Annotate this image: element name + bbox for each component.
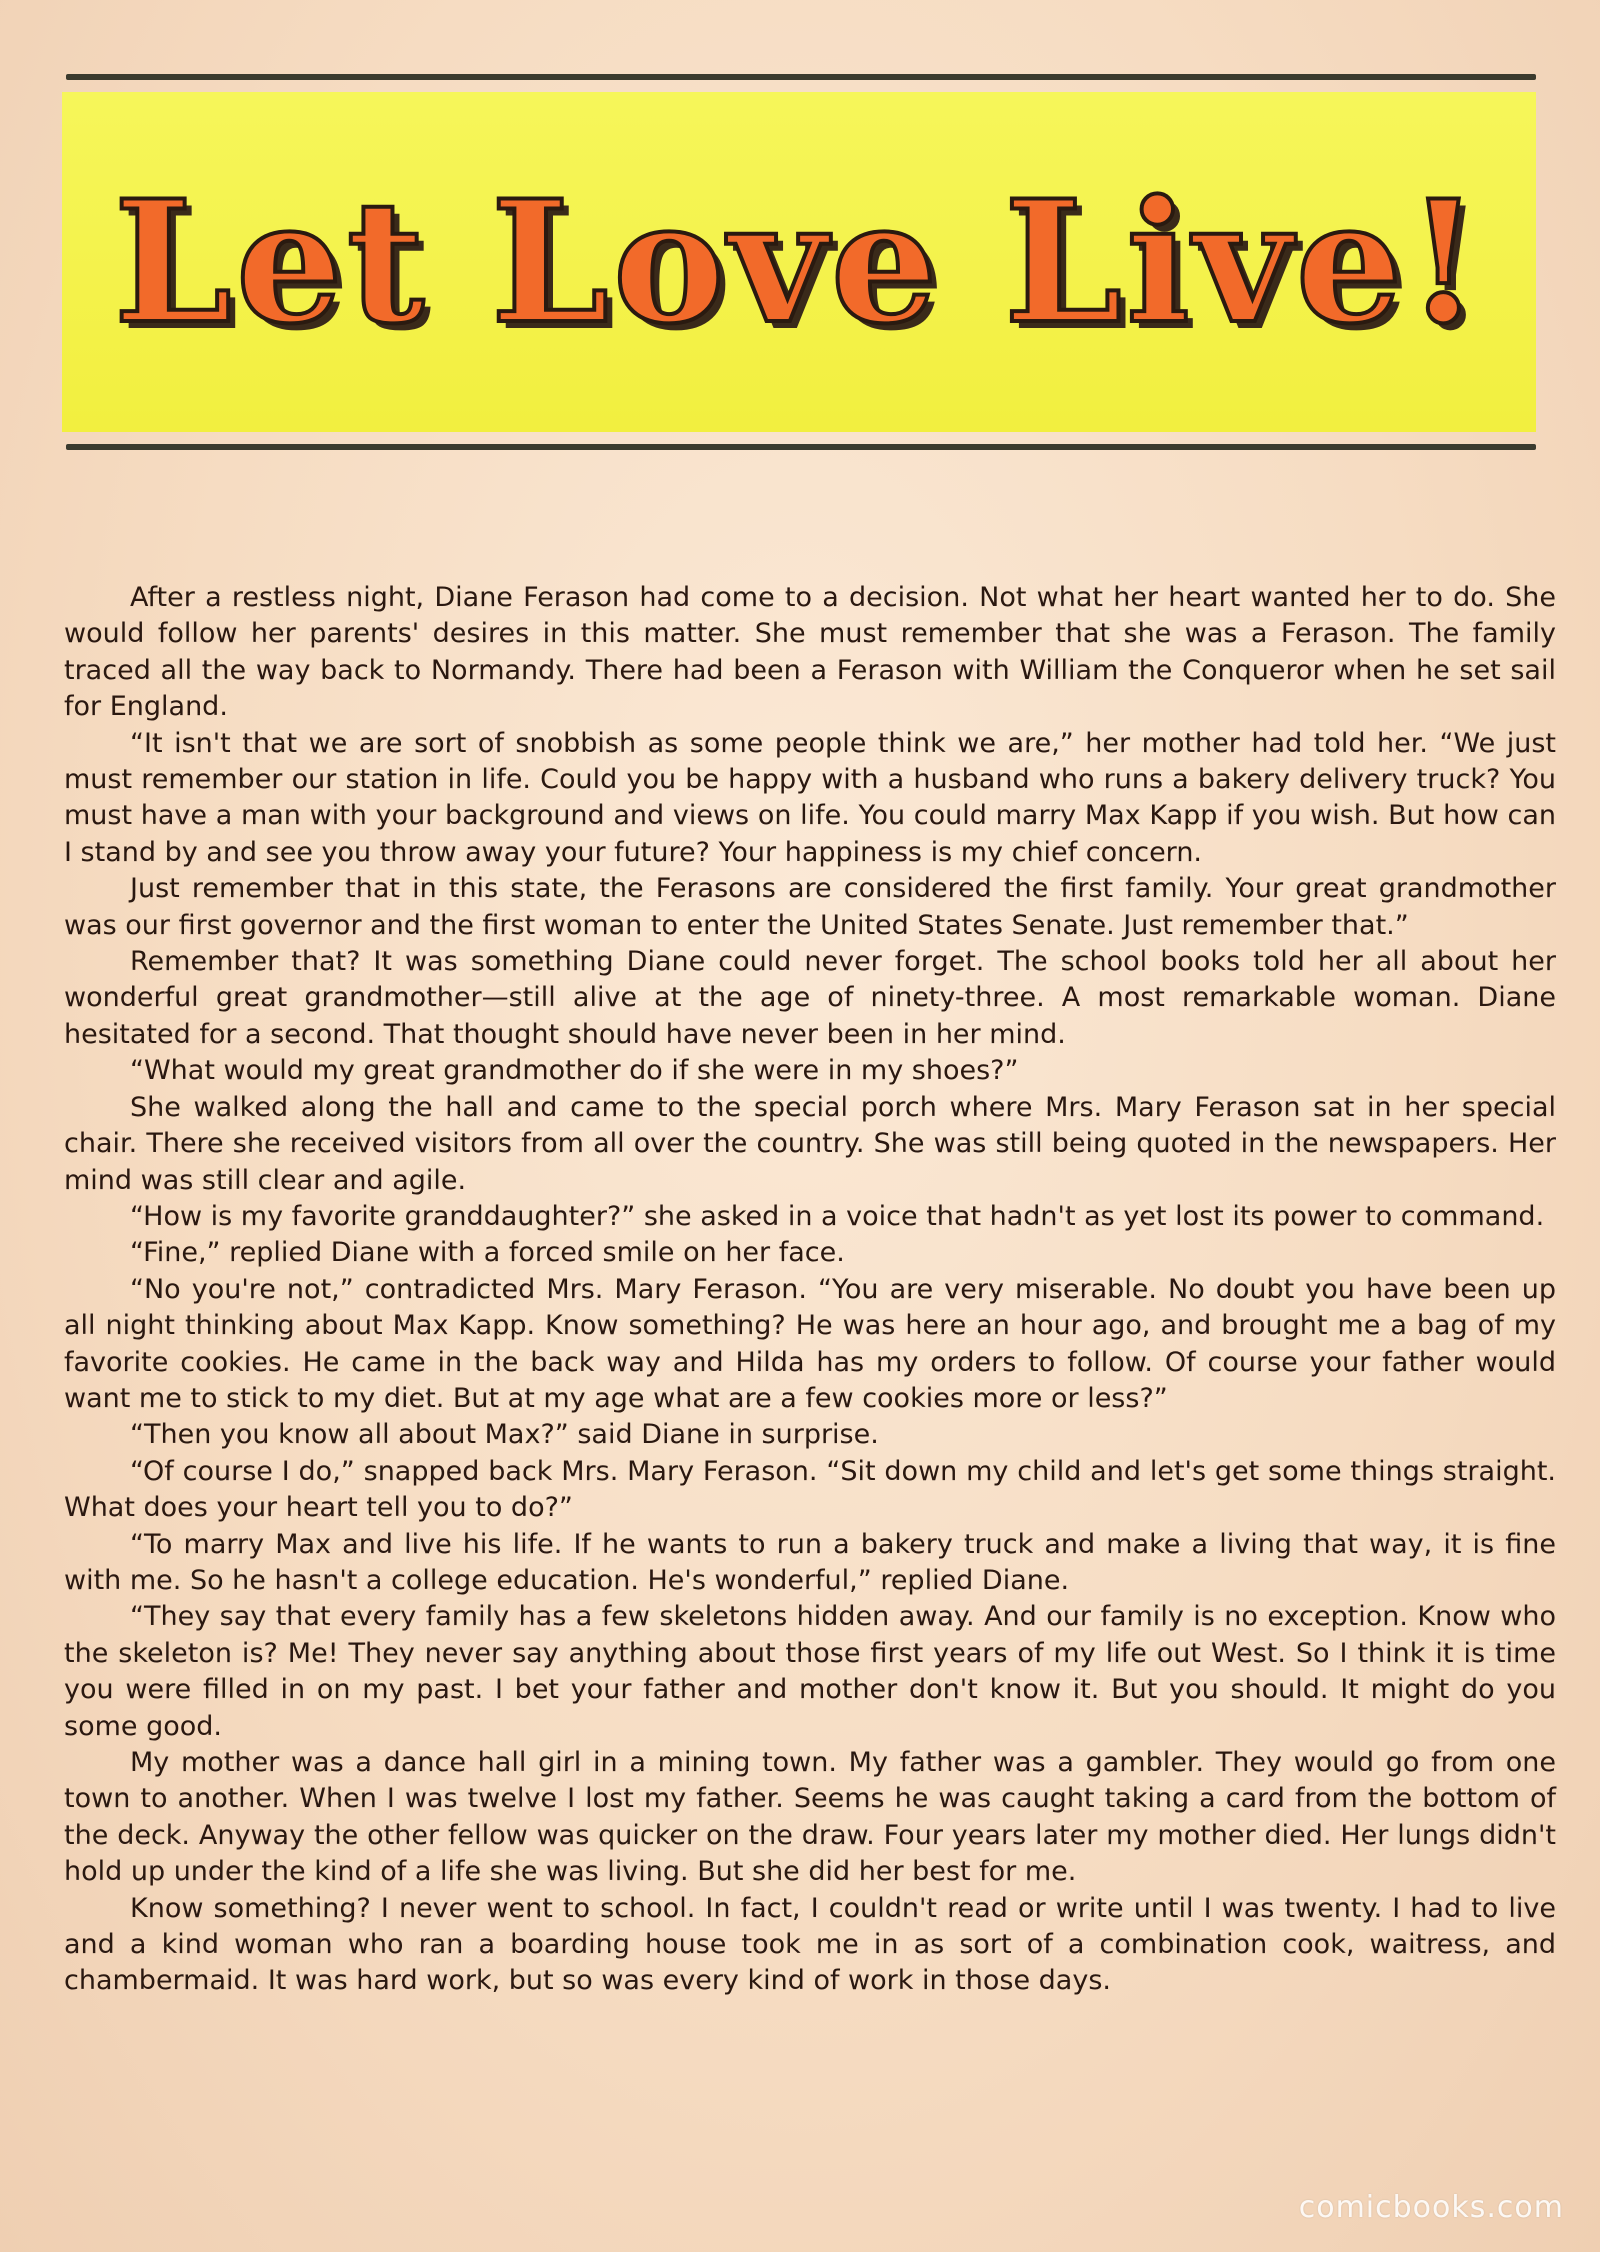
paragraph: “Fine,” replied Diane with a forced smile on her face. <box>130 1237 845 1269</box>
paragraph: “Then you know all about Max?” said Diane in surprise. <box>130 1419 879 1451</box>
paragraph: “To marry Max and live his life. If he wants to run a bakery truck and make a living that way, it is fine with me. So he hasn't a college education. He's wonderful,” replied Diane. <box>64 1528 1556 1596</box>
paragraph: Know something? I never went to school. In fact, I couldn't read or write until I was twenty. I had to live and a kind woman who ran a boarding house took me in as sort of a combination cook, waitress, and chambermaid. It was hard work, but so was every kind of work in those days. <box>64 1892 1556 1997</box>
paragraph: “Of course I do,” snapped back Mrs. Mary Ferason. “Sit down my child and let's get some things straight. What does your heart tell you to do?” <box>64 1455 1556 1524</box>
paragraph: “What would my great grandmother do if she were in my shoes?” <box>130 1055 1019 1087</box>
title-banner <box>62 74 1536 454</box>
paragraph: “They say that every family has a few skeletons hidden away. And our family is no exception. Know who the skeleton is? Me! They never say anything about those first years of my life out West. So I think it is time you were filled in on my past. I bet your father and mother don't know it. But you should. It might do you some good. <box>64 1601 1556 1742</box>
paragraph: Remember that? It was something Diane could never forget. The school books told her all about her wonderful great grandmother—still alive at the age of ninety-three. A most remarkable woman. Diane hesitated for a second. That thought should have never been in her mind. <box>64 946 1556 1050</box>
paragraph: “No you're not,” contradicted Mrs. Mary Ferason. “You are very miserable. No doubt you have been up all night thinking about Max Kapp. Know something? He was here an hour ago, and brought me a bag of my favorite cookies. He came in the back way and Hilda has my orders to follow. Of course your father would want me to stick to my diet. But at my age what are a few cookies more or less?” <box>64 1273 1556 1414</box>
story-title: Let Love Live! <box>113 163 1485 361</box>
paragraph: She walked along the hall and came to the special porch where Mrs. Mary Ferason sat in her special chair. There she received visitors from all over the country. She was still being quoted in the newspapers. Her mind was still clear and agile. <box>64 1091 1556 1196</box>
paragraph: “It isn't that we are sort of snobbish as some people think we are,” her mother had told her. “We just must remember our station in life. Could you be happy with a husband who runs a bakery delivery truck? You must have a man with your background and views on life. You could marry Max Kapp if you wish. But how can I stand by and see you throw away your future? Your happiness is my chief concern. <box>64 727 1556 868</box>
paragraph: “How is my favorite granddaughter?” she asked in a voice that hadn't as yet lost its power to command. <box>130 1200 1545 1232</box>
paragraph: Just remember that in this state, the Ferasons are considered the first family. Your great grandmother was our first governor and the first woman to enter the United States Senate. Just remember that.” <box>64 873 1556 941</box>
banner-background <box>62 92 1536 432</box>
watermark-text: comicbooks.com <box>1298 2190 1564 2225</box>
paragraph: After a restless night, Diane Ferason had come to a decision. Not what her heart wanted her to do. She would follow her parents' desires in this matter. She must remember that she was a Ferason. The family traced all the way back to Normandy. There had been a Ferason with William the Conqueror when he set sail for England. <box>64 582 1556 723</box>
paragraph: My mother was a dance hall girl in a mining town. My father was a gambler. They would go from one town to another. When I was twelve I lost my father. Seems he was caught taking a card from the bottom of the deck. Anyway the other fellow was quicker on the draw. Four years later my mother died. Her lungs didn't hold up under the kind of a life she was living. But she did her best for me. <box>64 1747 1556 1888</box>
banner-bottom-rule <box>66 444 1536 450</box>
banner-top-rule <box>66 74 1536 80</box>
story-text <box>64 580 1556 2000</box>
